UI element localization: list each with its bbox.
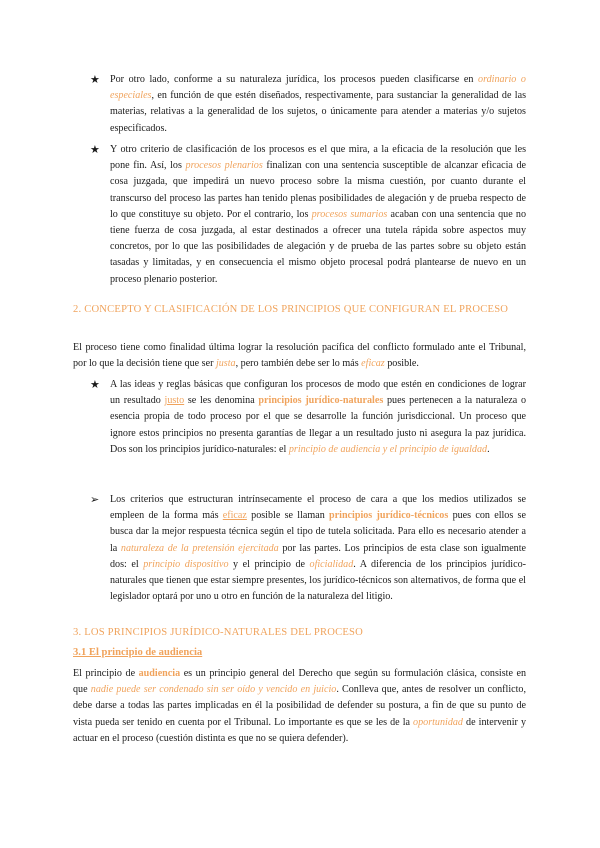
emphasis-principio-dispositivo: principio dispositivo	[143, 558, 229, 570]
arrow-bullet-icon: ➢	[90, 494, 100, 506]
star-bullet-icon: ★	[90, 74, 100, 86]
emphasis-ordinario: ordinario o especiales	[110, 74, 526, 102]
term-principios-juridico-tecnicos: principios jurídico-técnicos	[329, 510, 449, 522]
emphasis-justo: justo	[164, 395, 185, 407]
emphasis-justa: justa	[215, 358, 236, 370]
paragraph-natural-principles: A las ideas y reglas básicas que configuran los procesos de modo que estén en condiciones de lograr un resultado justo se les denomina principios jurídico-naturales pues pertenecen a la naturaleza o esencia propia de todo proceso por el que se desarrolle la función jurisdiccional. Un proceso que ignore estos principios no presenta garantías de llegar a un resultado justo ni asegura la paz jurídica. Dos son los principios jurídico-naturales: el principio de audiencia y el principio de igualdad.	[110, 379, 527, 455]
term-audiencia: audiencia	[138, 668, 181, 679]
emphasis-procesos-plenarios: procesos plenarios	[185, 160, 263, 172]
emphasis-oficialidad: oficialidad	[309, 558, 354, 570]
paragraph-technical-principles: Los criterios que estructuran intrínsecamente el proceso de cara a que los medios utilizados se empleen de la forma más eficaz posible se llaman principios jurídico-técnicos pues con ellos se busca dar la mejor respuesta técnica según el tipo de tutela solicitada. Para ello es necesario atender a la naturaleza de la pretensión ejercitada por las partes. Los principios de esta clase son igualmente dos: el principio dispositivo y el principio de oficialidad. A diferencia de los principios jurídico-naturales que tienen que estar siempre presentes, los jurídico-técnicos son alternativos, de forma que el legislador optará por uno u otro en función de la naturaleza del litigio.	[110, 494, 526, 603]
emphasis-nadie-puede-ser-condenado: nadie puede ser condenado sin ser oído y vencido en juicio	[90, 684, 337, 696]
paragraph-classification-nature: Por otro lado, conforme a su naturaleza jurídica, los procesos pueden clasificarse en ordinario o especiales, en función de que estén diseñados, respectivamente, para sustanciar la generalidad de las materias, relativas a la generalidad de los sujetos, o únicamente para atender a materias y/o sujetos especificados.	[110, 74, 526, 134]
emphasis-principio-audiencia-igualdad: principio de audiencia y el principio de igualdad	[288, 443, 488, 455]
paragraph-process-goal: El proceso tiene como finalidad última lograr la resolución pacífica del conflicto formulado ante el Tribunal, por lo que la decisión tiene que ser justa, pero también debe ser lo más eficaz posible.	[73, 342, 526, 370]
emphasis-eficaz: eficaz	[361, 358, 385, 370]
star-bullet-icon: ★	[90, 379, 100, 391]
term-principios-juridico-naturales: principios jurídico-naturales	[258, 395, 384, 407]
emphasis-eficaz-underlined: eficaz	[222, 510, 247, 522]
subsection-heading-3-1: 3.1 El principio de audiencia	[73, 647, 203, 658]
emphasis-oportunidad: oportunidad	[413, 716, 463, 728]
emphasis-naturaleza-pretension: naturaleza de la pretensión ejercitada	[120, 542, 279, 554]
section-heading-2: 2. CONCEPTO Y CLASIFICACIÓN DE LOS PRINCIPIOS QUE CONFIGURAN EL PROCESO	[73, 304, 509, 315]
section-heading-3: 3. LOS PRINCIPIOS JURÍDICO-NATURALES DEL PROCESO	[73, 627, 363, 638]
emphasis-procesos-sumarios: procesos sumarios	[311, 208, 388, 220]
paragraph-classification-efficacy: Y otro criterio de clasificación de los procesos es el que mira, a la eficacia de la resolución que les pone fin. Así, los procesos plenarios finalizan con una sentencia susceptible de alcanzar eficacia de cosa juzgada, que impedirá un nuevo proceso sobre la misma cuestión, por cuanto durante el transcurso del proceso las partes han tenido plenas posibilidades de alegación y de prueba respecto de lo que constituye su objeto. Por el contrario, los procesos sumarios acaban con una sentencia que no tiene fuerza de cosa juzgada, al estar destinados a ofrecer una tutela rápida sobre aspectos muy concretos, por lo que las posibilidades de alegación y de prueba de las partes sobre su objeto están tasadas y limitadas, y en consecuencia el mismo objeto procesal podrá plantearse de nuevo en un proceso plenario posterior.	[110, 144, 527, 285]
paragraph-principle-of-hearing: El principio de audiencia es un principio general del Derecho que según su formulación clásica, consiste en que nadie puede ser condenado sin ser oído y vencido en juicio. Conlleva que, antes de resolver un conflicto, debe darse a todas las partes implicadas en él la posibilidad de defender su postura, a fin de que su punto de vista pueda ser tenido en cuenta por el Tribunal. Lo importante es que se les de la oportunidad de intervenir y actuar en el proceso (cuestión distinta es que no se quiera defender).	[73, 668, 527, 744]
star-bullet-icon: ★	[90, 144, 100, 156]
